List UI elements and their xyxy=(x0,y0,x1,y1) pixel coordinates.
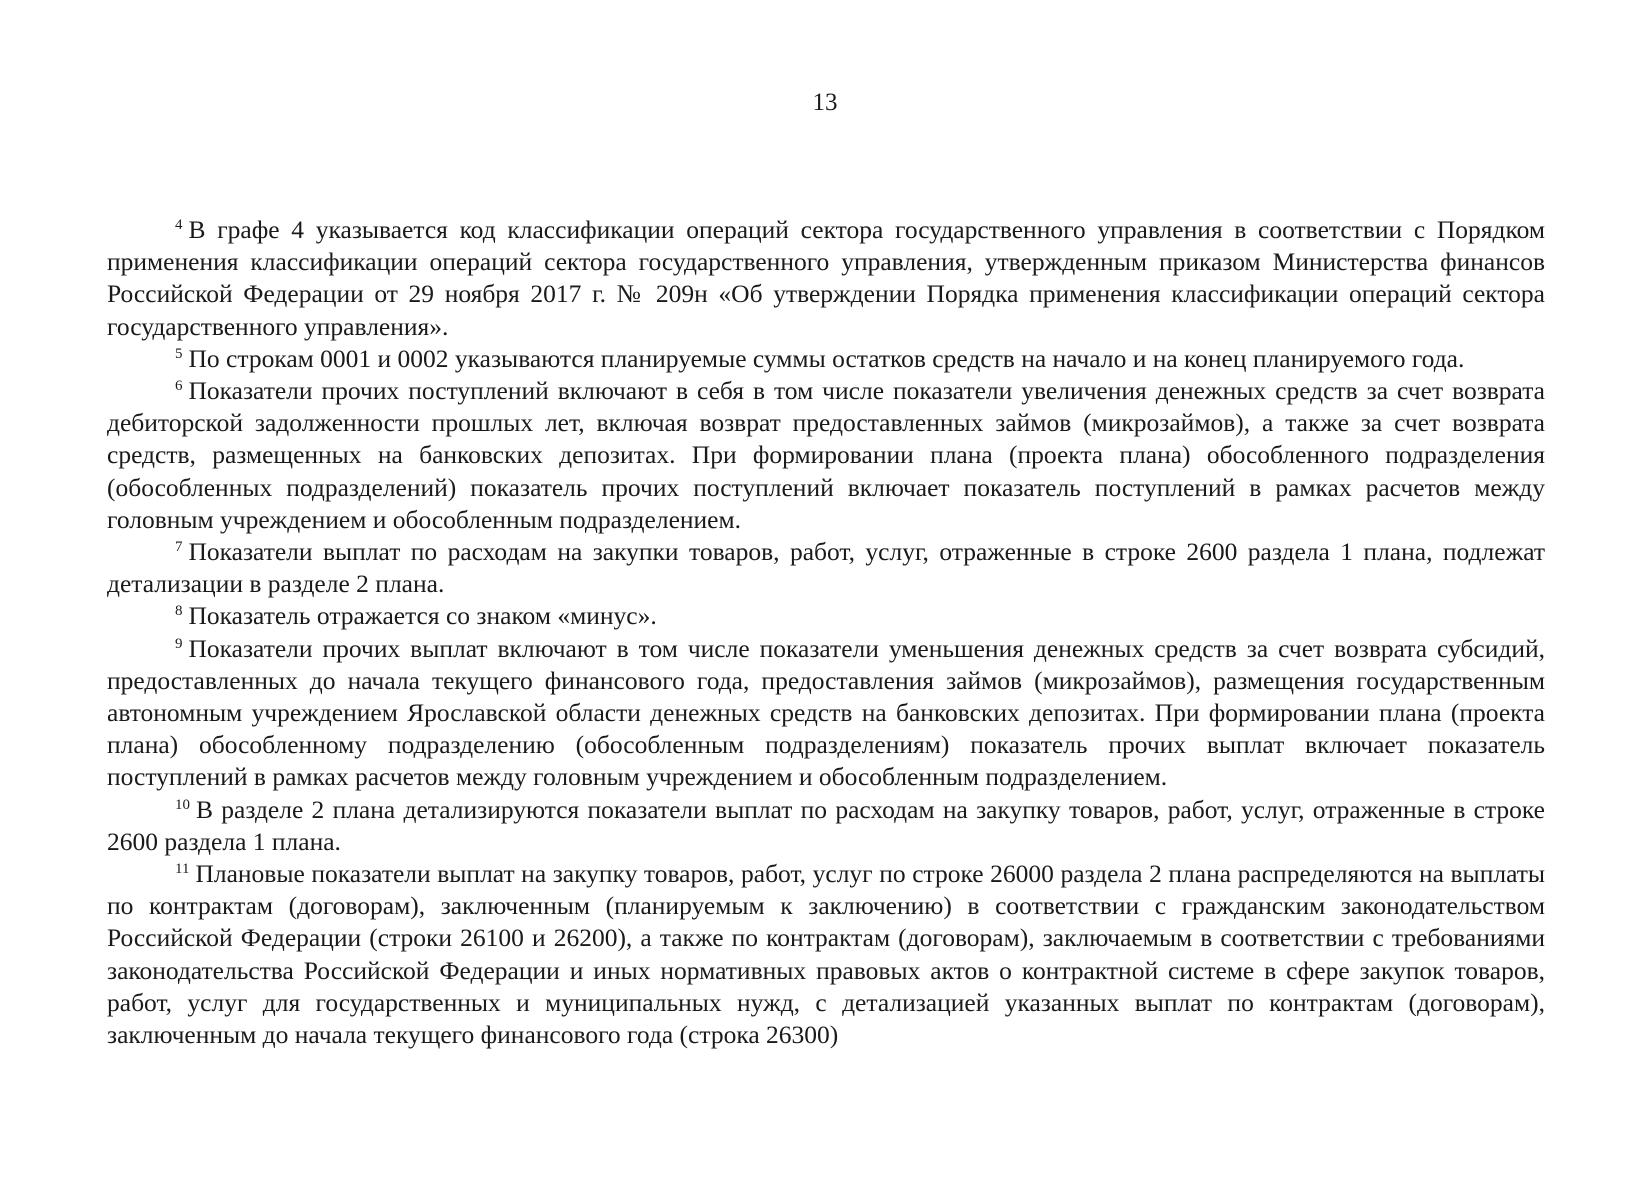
footnote-marker: 5 xyxy=(175,345,183,362)
footnote-text: В разделе 2 плана детализируются показатели выплат по расходам на закупку товаров, работ, услуг, отраженные в строке 2600 раздела 1 плана. xyxy=(107,794,1545,856)
footnote-text: Показатель отражается со знаком «минус». xyxy=(188,601,657,631)
footnote-marker: 8 xyxy=(175,603,183,620)
footnote-marker: 9 xyxy=(175,635,183,652)
footnote-5 xyxy=(107,343,1545,375)
footnote-9 xyxy=(107,633,1545,794)
footnote-text: В графе 4 указывается код классификации операций сектора государственного управления в соответствии с Порядком применения классификации операций сектора государственного управления, утвержденным приказом Министерства финансов Российской Федерации от 29 ноября 2017 г. № 209н «Об утверждении Порядка применения классификации операций сектора государственного управления». xyxy=(107,215,1545,341)
footnote-11 xyxy=(107,858,1545,1051)
footnote-8 xyxy=(107,600,1545,632)
footnote-text: Плановые показатели выплат на закупку товаров, работ, услуг по строке 26000 раздела 2 плана распределяются на выплаты по контрактам (договорам), заключенным (планируемым к заключению) в соответствии с гражданским законодательством Российской Федерации (строки 26100 и 26200), а также по контрактам (договорам), заключаемым в соответствии с требованиями законодательства Российской Федерации и иных нормативных правовых актов о контрактной системе в сфере закупок товаров, работ, услуг для государственных и муниципальных нужд, с детализацией указанных выплат по контрактам (договорам), заключенным до начала текущего финансового года (строка 26300) xyxy=(107,859,1545,1050)
footnote-10 xyxy=(107,794,1545,858)
footnote-text: Показатели выплат по расходам на закупки товаров, работ, услуг, отраженные в строке 2600 раздела 1 плана, подлежат детализации в разделе 2 плана. xyxy=(107,537,1545,599)
footnote-7 xyxy=(107,536,1545,600)
footnote-marker: 7 xyxy=(175,539,183,556)
footnote-text: Показатели прочих выплат включают в том числе показатели уменьшения денежных средств за счет возврата субсидий, предоставленных до начала текущего финансового года, предоставления займов (микрозаймов), размещения государственным автономным учреждением Ярославской области денежных средств на банковских депозитах. При формировании плана (проекта плана) обособленному подразделению (обособленным подразделениям) показатель прочих выплат включает показатель поступлений в рамках расчетов между головным учреждением и обособленным подразделением. xyxy=(107,633,1545,792)
footnote-text: Показатели прочих поступлений включают в себя в том числе показатели увеличения денежных средств за счет возврата дебиторской задолженности прошлых лет, включая возврат предоставленных займов (микрозаймов), а также за счет возврата средств, размещенных на банковских депозитах. При формировании плана (проекта плана) обособленного подразделения (обособленных подразделений) показатель прочих поступлений включает показатель поступлений в рамках расчетов между головным учреждением и обособленным подразделением. xyxy=(107,376,1545,534)
footnote-marker: 4 xyxy=(175,217,183,233)
footnote-4 xyxy=(107,214,1545,343)
page-number: 13 xyxy=(812,89,838,116)
footnote-marker: 10 xyxy=(175,796,190,813)
footnote-text: По строкам 0001 и 0002 указываются планируемые суммы остатков средств на начало и на конец планируемого года. xyxy=(188,343,1465,373)
footnote-marker: 6 xyxy=(175,378,183,395)
footnotes-section xyxy=(107,214,1545,1051)
footnote-6 xyxy=(107,375,1545,536)
footnote-marker: 11 xyxy=(175,861,190,878)
